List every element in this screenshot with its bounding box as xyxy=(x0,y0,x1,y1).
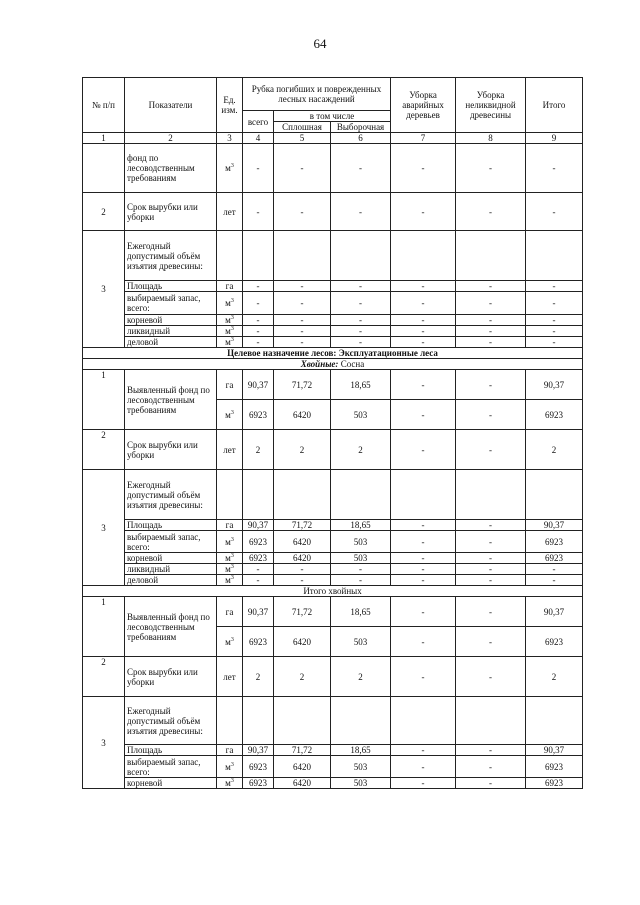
table-row: фонд по лесоводственным требованиям $м^3$ - - - - - - xyxy=(83,144,583,193)
header-unit: Ед. изм. xyxy=(217,78,243,133)
table-row: корневой $м^3$ - - - - - - xyxy=(83,315,583,326)
table-row xyxy=(83,697,583,745)
column-index: 3 xyxy=(217,133,243,144)
row-number: 2 xyxy=(83,657,125,697)
forest-table xyxy=(82,77,583,789)
header-felling: Рубка погибших и поврежденных лесных насаждений xyxy=(243,78,391,111)
header-solid: Сплошная xyxy=(274,122,331,133)
row-number: 2 xyxy=(83,430,125,470)
section-header-conifer: Хвойные: Сосна xyxy=(83,359,583,370)
table-row xyxy=(83,231,583,281)
column-index-row xyxy=(83,133,583,144)
row-number: 3 xyxy=(83,697,125,789)
table-row: $м^3$ 6923 6420 503 - - 6923 xyxy=(83,627,583,657)
table-row: Площадь га 90,37 71,72 18,65 - - 90,37 xyxy=(83,520,583,531)
header-indicators: Показатели xyxy=(125,78,217,133)
indicator-label: Срок вырубки или уборки xyxy=(125,193,217,231)
table-row: Площадь га 90,37 71,72 18,65 - - 90,37 xyxy=(83,745,583,756)
indicator-label: Срок вырубки или уборки xyxy=(125,430,217,470)
table-row: 1 Выявленный фонд по лесоводственным требованиям га 90,37 71,72 18,65 - - 90,37 xyxy=(83,597,583,627)
page-number: 64 xyxy=(313,36,327,51)
unit-cell: лет xyxy=(217,193,243,231)
column-index: 6 xyxy=(331,133,391,144)
column-index: 5 xyxy=(274,133,331,144)
indicator-label: Ежегодный допустимый объём изъятия древесины: xyxy=(125,470,217,520)
column-index: 1 xyxy=(83,133,125,144)
header-selective: Выборочная xyxy=(331,122,391,133)
row-number: 3 xyxy=(83,231,125,348)
table-row: 2 Срок вырубки или уборки лет - - - - - - xyxy=(83,193,583,231)
header-total: Итого xyxy=(526,78,583,133)
column-index: 9 xyxy=(526,133,583,144)
table-row: $м^3$ 6923 6420 503 - - 6923 xyxy=(83,400,583,430)
indicator-label: Выявленный фонд по лесоводственным требованиям xyxy=(125,597,217,657)
indicator-label: Срок вырубки или уборки xyxy=(125,657,217,697)
table-row: 1 Выявленный фонд по лесоводственным требованиям га 90,37 71,72 18,65 - - 90,37 xyxy=(83,370,583,400)
column-index: 4 xyxy=(243,133,274,144)
header-including: в том числе xyxy=(274,111,391,122)
indicator-label: Выявленный фонд по лесоводственным требованиям xyxy=(125,370,217,430)
row-number: 1 xyxy=(83,597,125,657)
section-header-purpose: Целевое назначение лесов: Эксплуатационные леса xyxy=(83,348,583,359)
table-row: деловой $м^3$ - - - - - - xyxy=(83,575,583,586)
table-row: ликвидный $м^3$ - - - - - - xyxy=(83,564,583,575)
indicator-label: Ежегодный допустимый объём изъятия древесины: xyxy=(125,231,217,281)
column-index: 8 xyxy=(456,133,526,144)
indicator-label: фонд по лесоводственным требованиям xyxy=(125,144,217,193)
table-row: деловой $м^3$ - - - - - - xyxy=(83,337,583,348)
table-header-row xyxy=(83,78,583,111)
table-row: ликвидный $м^3$ - - - - - - xyxy=(83,326,583,337)
row-number: 3 xyxy=(83,470,125,586)
header-emergency: Уборка аварийных деревьев xyxy=(391,78,456,133)
unit-cell: $м^3$ xyxy=(217,144,243,193)
row-number: 1 xyxy=(83,370,125,430)
indicator-label: Ежегодный допустимый объём изъятия древесины: xyxy=(125,697,217,745)
table-row xyxy=(83,470,583,520)
table-row: выбираемый запас, всего: $м^3$ - - - - - - xyxy=(83,292,583,315)
section-header-total-conifer: Итого хвойных xyxy=(83,586,583,597)
header-num: № п/п xyxy=(83,78,125,133)
column-index: 7 xyxy=(391,133,456,144)
table-row: 2 Срок вырубки или уборки лет 2 2 2 - - 2 xyxy=(83,430,583,470)
table-row: корневой $м^3$ 6923 6420 503 - - 6923 xyxy=(83,778,583,789)
table-row: Площадь га - - - - - - xyxy=(83,281,583,292)
header-total-felling: всего xyxy=(243,111,274,133)
header-unusable: Уборка неликвидной древесины xyxy=(456,78,526,133)
table-row: выбираемый запас, всего: $м^3$ 6923 6420 503 - - 6923 xyxy=(83,531,583,553)
column-index: 2 xyxy=(125,133,217,144)
table-row: 2 Срок вырубки или уборки лет 2 2 2 - - 2 xyxy=(83,657,583,697)
table-row: выбираемый запас, всего: $м^3$ 6923 6420 503 - - 6923 xyxy=(83,756,583,778)
table-row: корневой $м^3$ 6923 6420 503 - - 6923 xyxy=(83,553,583,564)
row-number: 2 xyxy=(83,193,125,231)
